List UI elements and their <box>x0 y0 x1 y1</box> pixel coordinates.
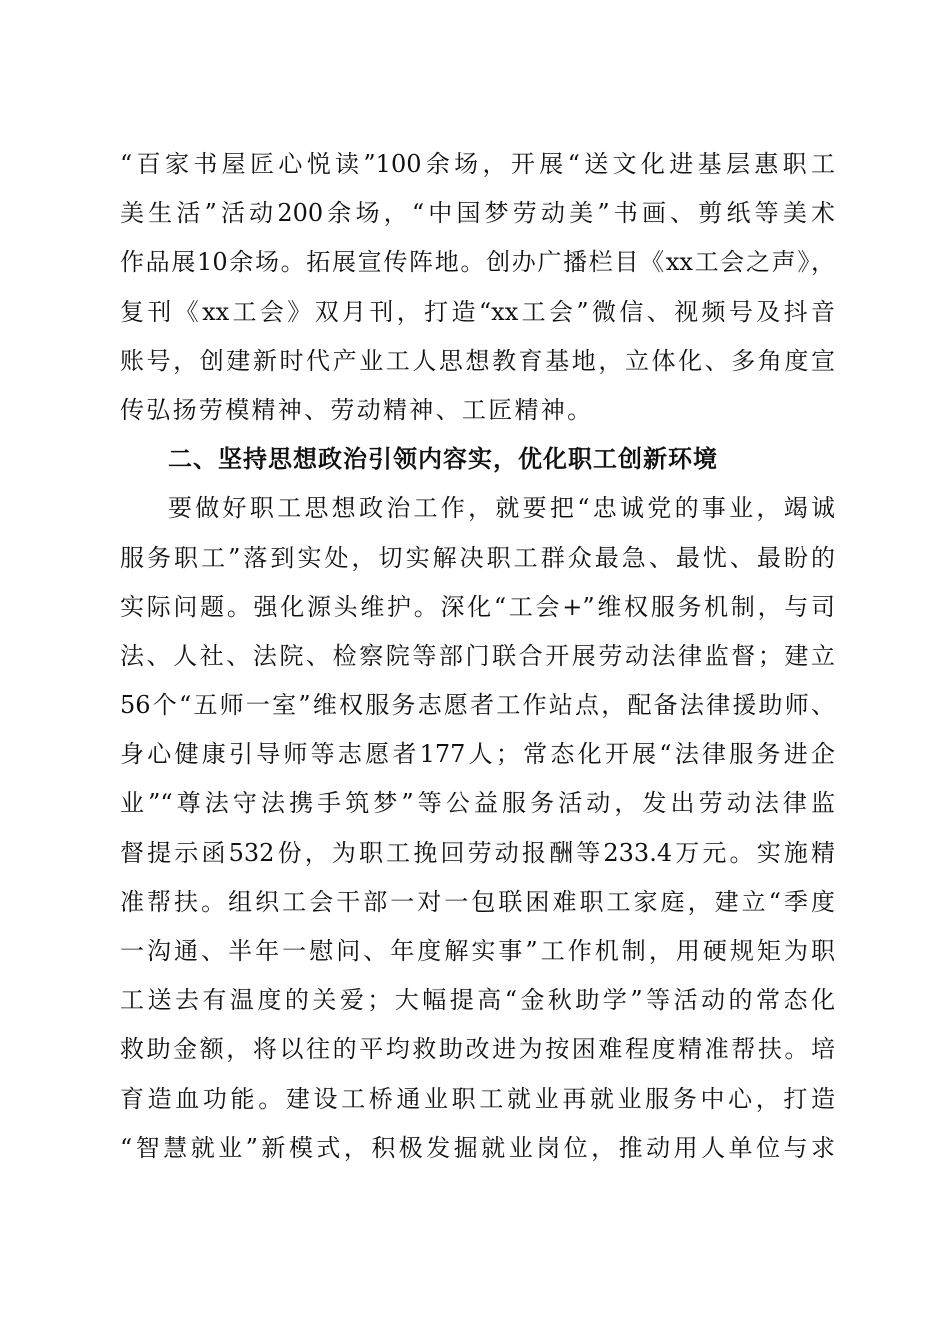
paragraph-line: 救助金额，将以往的平均救助改进为按困难程度精准帮扶。培 <box>120 1035 835 1064</box>
paragraph-line: “百家书屋匠心悦读”100余场，开展“送文化进基层惠职工 <box>120 150 835 178</box>
paragraph-line: 身心健康引导师等志愿者177人；常态化开展“法律服务进企 <box>120 740 835 769</box>
paragraph-line: 准帮扶。组织工会干部一对一包联困难职工家庭，建立“季度 <box>120 887 835 916</box>
section-heading: 二、坚持思想政治引领内容实，优化职工创新环境 <box>168 445 718 474</box>
paragraph-line: 复刊《xx工会》双月刊，打造“xx工会”微信、视频号及抖音 <box>120 297 835 326</box>
paragraph-line: 实际问题。强化源头维护。深化“工会+”维权服务机制，与司 <box>120 592 835 621</box>
paragraph-line: 56个“五师一室”维权服务志愿者工作站点，配备法律援助师、 <box>120 691 835 720</box>
paragraph-line: 一沟通、半年一慰问、年度解实事”工作机制，用硬规矩为职 <box>120 937 835 965</box>
paragraph-line: 传弘扬劳模精神、劳动精神、工匠精神。 <box>120 395 594 424</box>
paragraph-line: 育造血功能。建设工桥通业职工就业再就业服务中心，打造 <box>120 1084 835 1113</box>
paragraph-line: 工送去有温度的关爱；大幅提高“金秋助学”等活动的常态化 <box>120 986 835 1015</box>
paragraph-line: 督提示函532份，为职工挽回劳动报酬等233.4万元。实施精 <box>120 838 835 867</box>
body-text <box>120 140 835 1173</box>
paragraph-line: 美生活”活动200余场，“中国梦劳动美”书画、剪纸等美术 <box>120 199 835 228</box>
paragraph-line: 账号，创建新时代产业工人思想教育基地，立体化、多角度宣 <box>120 346 835 375</box>
paragraph-line: 服务职工”落到实处，切实解决职工群众最急、最忧、最盼的 <box>120 543 835 572</box>
paragraph-line: 业”“尊法守法携手筑梦”等公益服务活动，发出劳动法律监 <box>120 789 835 818</box>
paragraph-line: 要做好职工思想政治工作，就要把“忠诚党的事业，竭诚 <box>168 494 835 523</box>
paragraph-line: “智慧就业”新模式，积极发掘就业岗位，推动用人单位与求 <box>120 1133 835 1162</box>
paragraph-line: 法、人社、法院、检察院等部门联合开展劳动法律监督；建立 <box>120 641 835 670</box>
paragraph-line: 作品展10余场。拓展宣传阵地。创办广播栏目《xx工会之声》， <box>120 248 835 277</box>
